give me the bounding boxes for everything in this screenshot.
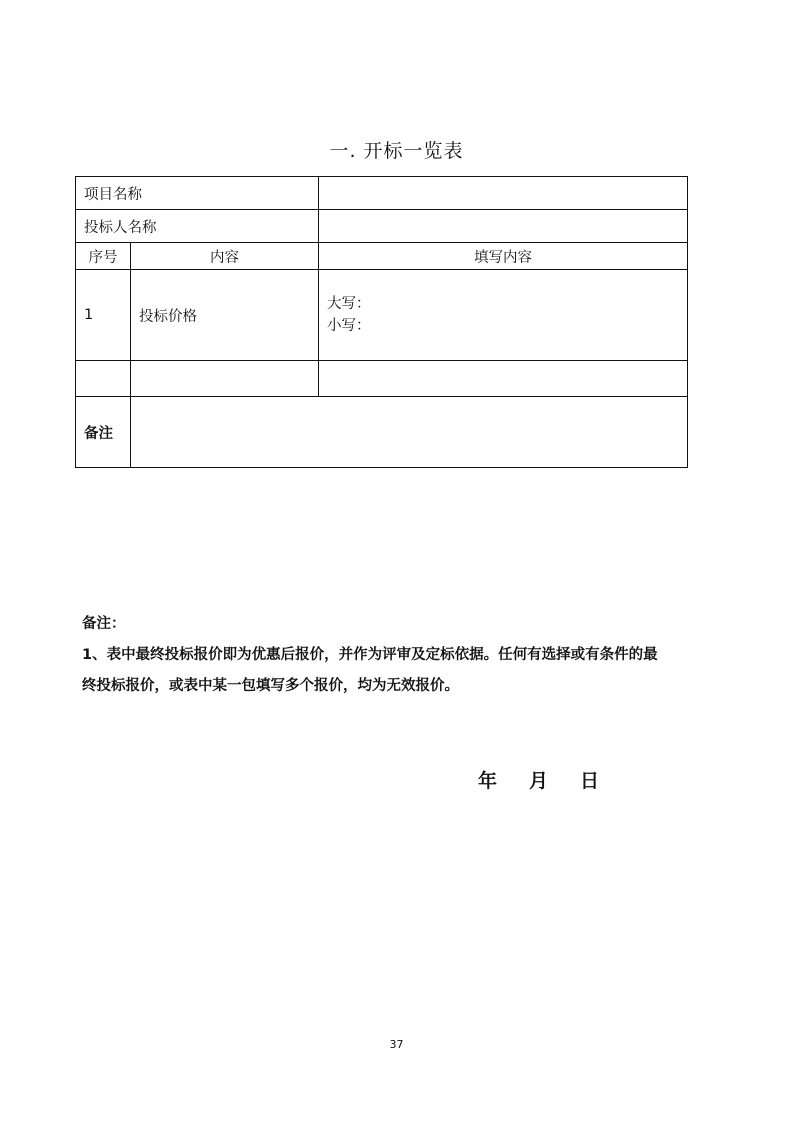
header-content: 内容: [131, 243, 319, 270]
project-name-row: [76, 177, 688, 210]
table-row: [76, 270, 688, 361]
date-day: 日: [580, 770, 600, 792]
remark-cell[interactable]: [131, 397, 688, 468]
notes-section: [82, 609, 722, 702]
date-month: 月: [529, 770, 549, 792]
header-no: 序号: [76, 243, 131, 270]
notes-line-2: 终投标报价，或表中某一包填写多个报价，均为无效报价。: [82, 678, 459, 694]
table-row: [76, 361, 688, 397]
row-no: 1: [76, 270, 131, 361]
row-content: 投标价格: [131, 270, 319, 361]
bidder-name-label: 投标人名称: [76, 210, 319, 243]
row-content: [131, 361, 319, 397]
project-name-label: 项目名称: [76, 177, 319, 210]
price-fill-cell[interactable]: [319, 270, 688, 361]
project-name-cell[interactable]: [319, 177, 688, 210]
remark-label: 备注: [76, 397, 131, 468]
bidder-name-row: [76, 210, 688, 243]
bidder-name-cell[interactable]: [319, 210, 688, 243]
page-number: 37: [389, 1038, 404, 1051]
remark-row: [76, 397, 688, 468]
upper-amount-label: 大写：: [327, 296, 371, 312]
header-fill: 填写内容: [319, 243, 688, 270]
date-line: [478, 766, 599, 793]
notes-line-1: 1、表中最终投标报价即为优惠后报价，并作为评审及定标依据。任何有选择或有条件的最: [82, 647, 658, 663]
bid-summary-table: [75, 176, 688, 468]
table-header-row: [76, 243, 688, 270]
notes-heading: 备注：: [82, 616, 126, 632]
row-fill-cell[interactable]: [319, 361, 688, 397]
page-title: 一. 开标一览表: [329, 140, 464, 162]
lower-amount-label: 小写：: [327, 318, 371, 334]
date-year: 年: [478, 770, 498, 792]
row-no: [76, 361, 131, 397]
